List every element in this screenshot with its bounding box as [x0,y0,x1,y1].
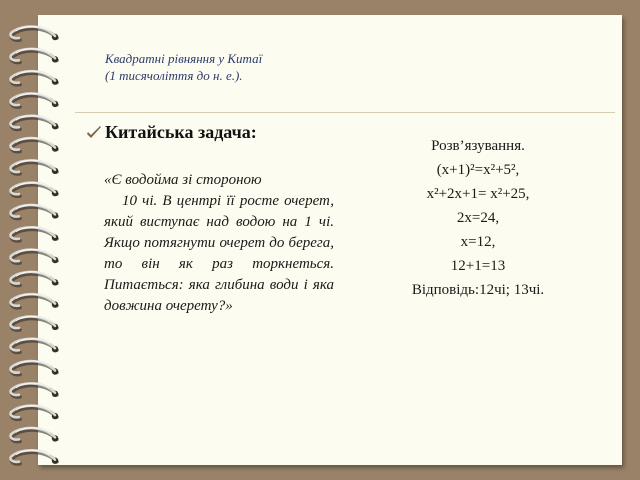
binding-ring [10,294,58,308]
binding-ring [10,160,58,174]
title-line-2: (1 тисячоліття до н. е.). [105,68,243,83]
binding-ring [10,316,58,330]
solution-line: 2х=24, [456,210,500,226]
problem-first-line: «Є водойма зі стороною [104,172,262,188]
binding-ring [10,383,58,397]
divider-line [75,112,615,113]
binding-ring [10,428,58,442]
binding-ring [10,71,58,85]
binding-ring [10,361,58,375]
binding-ring [10,205,58,219]
binding-ring [10,250,58,264]
heading-text: Китайська задача: [105,122,257,142]
slide-title [105,50,405,84]
heading-row [86,122,257,143]
binding-ring [10,406,58,420]
solution-block [378,134,578,302]
spiral-binding-icon [0,0,70,480]
binding-ring [10,138,58,152]
solution-line: х=12, [460,234,496,250]
solution-line: Відповідь:12чі; 13чі. [411,282,545,298]
checkmark-icon [86,125,102,141]
solution-line: 12+1=13 [450,258,506,274]
binding-ring [10,183,58,197]
problem-body: 10 чі. В центрі її росте очерет, який виступає над водою на 1 чі. Якщо потягнути очерет до берега, то він як раз торкнеться. Питається: яка глибина води і яка довжина очерету?» [104,193,334,314]
binding-ring [10,272,58,286]
binding-ring [10,93,58,107]
solution-line: (х+1)²=х²+5², [436,162,520,178]
title-line-1: Квадратні рівняння у Китаї [105,51,263,66]
binding-ring [10,227,58,241]
binding-ring [10,49,58,63]
binding-ring [10,339,58,353]
problem-text [104,170,334,317]
binding-ring [10,450,58,464]
solution-line: х²+2х+1= х²+25, [426,186,530,202]
solution-line: Розв’язування. [431,138,525,154]
binding-ring [10,116,58,130]
binding-ring [10,27,58,41]
